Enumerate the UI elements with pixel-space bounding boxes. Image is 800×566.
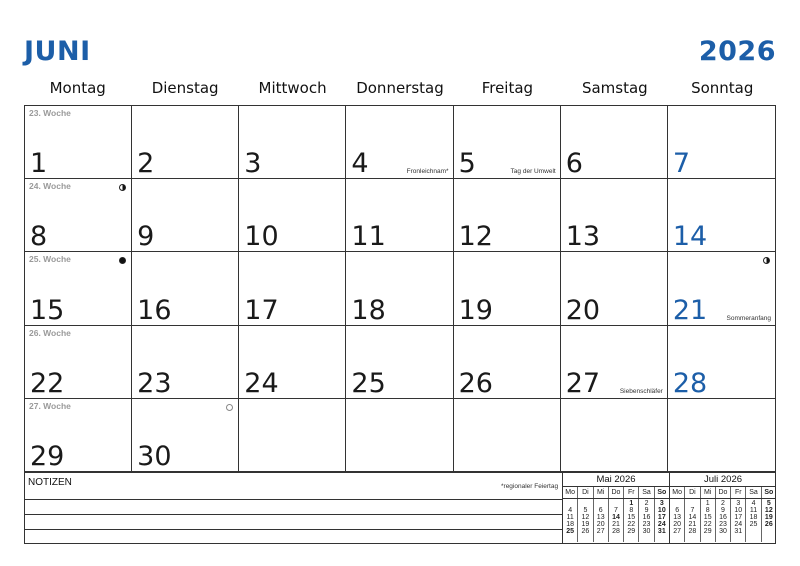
day-cell (561, 399, 668, 472)
day-cell (346, 106, 453, 179)
day-number: 21 (672, 294, 708, 326)
mini-day: 10 (657, 507, 666, 514)
mini-day: 26 (764, 521, 773, 528)
month-title: JUNI (24, 36, 91, 67)
mini-day: 30 (642, 528, 651, 535)
mini-day (762, 528, 776, 535)
mini-day: 14 (688, 514, 697, 521)
day-cell (25, 179, 132, 252)
mini-weekday-label: Mi (594, 487, 609, 498)
mini-day: 31 (734, 528, 743, 535)
day-number: 9 (137, 221, 155, 253)
mini-day: 6 (598, 507, 603, 514)
day-cell (132, 399, 239, 472)
day-number: 8 (30, 221, 48, 253)
mini-calendar-column (578, 499, 593, 542)
mini-calendar-column (701, 499, 716, 542)
weekday-sunday: Sonntag (691, 79, 754, 97)
new-moon-icon (119, 257, 126, 264)
day-cell (132, 179, 239, 252)
day-number: 20 (565, 294, 601, 326)
mini-day: 5 (766, 500, 771, 507)
day-cell (454, 252, 561, 325)
day-cell (239, 326, 346, 399)
mini-day: 8 (705, 507, 710, 514)
mini-day: 15 (627, 514, 636, 521)
half-moon-icon (763, 257, 770, 264)
mini-weekday-label: Fr (731, 487, 746, 498)
mini-day: 3 (659, 500, 664, 507)
mini-weekday-label: Do (609, 487, 624, 498)
day-number: 19 (458, 294, 493, 326)
day-number: 26 (458, 367, 493, 399)
day-number: 28 (672, 367, 708, 399)
day-number: 6 (565, 148, 583, 180)
mini-day: 12 (581, 514, 590, 521)
mini-weekday-label: Sa (639, 487, 654, 498)
day-number: 25 (351, 367, 386, 399)
mini-day: 3 (736, 500, 741, 507)
mini-day: 4 (751, 500, 756, 507)
regional-holiday-note: *regionaler Feiertag (501, 483, 559, 490)
day-cell (25, 106, 132, 179)
mini-day: 5 (583, 507, 588, 514)
weekday-thursday: Donnerstag (356, 79, 444, 97)
day-cell (561, 252, 668, 325)
day-number: 29 (30, 440, 65, 472)
mini-weekday-label: So (764, 489, 774, 496)
mini-day: 23 (719, 521, 727, 528)
holiday-label: Fronleichnam* (406, 168, 449, 176)
week-number-label: 27. Woche (29, 400, 71, 411)
mini-day: 4 (568, 507, 573, 514)
mini-day: 2 (644, 500, 649, 507)
full-moon-icon (226, 404, 233, 411)
weekday-friday: Freitag (481, 79, 534, 97)
mini-day: 6 (675, 507, 680, 514)
mini-day: 9 (644, 507, 649, 514)
mini-day: 16 (719, 514, 727, 521)
day-cell (132, 252, 239, 325)
day-number: 30 (137, 440, 172, 472)
mini-calendar-weekday-row (563, 487, 669, 499)
holiday-label: Sommeranfang (726, 314, 771, 322)
mini-day: 21 (688, 521, 697, 528)
mini-day: 24 (657, 521, 666, 528)
mini-day: 27 (596, 528, 605, 535)
mini-day: 15 (703, 514, 712, 521)
mini-day: 7 (614, 507, 618, 514)
mini-day: 25 (566, 528, 575, 535)
mini-day: 13 (596, 514, 605, 521)
mini-day: 21 (612, 521, 620, 528)
mini-calendar-column (624, 499, 639, 542)
day-number: 12 (458, 221, 493, 253)
day-cell (132, 106, 239, 179)
day-cell (239, 179, 346, 252)
mini-day (563, 500, 577, 507)
mini-day: 14 (612, 514, 620, 521)
mini-weekday-label: So (657, 489, 667, 496)
half-moon-icon (119, 184, 126, 191)
mini-day: 17 (734, 514, 743, 521)
weekday-monday: Montag (49, 79, 106, 97)
weekday-saturday: Samstag (581, 79, 648, 97)
mini-day: 18 (749, 514, 758, 521)
mini-day: 22 (627, 521, 636, 528)
mini-calendar-may (562, 473, 669, 543)
day-cell (668, 252, 775, 325)
day-number: 11 (351, 221, 386, 253)
mini-day (594, 500, 608, 507)
mini-day: 29 (703, 528, 712, 535)
mini-day: 18 (566, 521, 575, 528)
day-number: 27 (565, 367, 601, 399)
day-cell (239, 252, 346, 325)
week-number-label: 26. Woche (29, 327, 71, 338)
notes-section (24, 472, 776, 544)
mini-day (670, 500, 684, 507)
day-cell (454, 106, 561, 179)
day-number: 10 (244, 221, 279, 253)
mini-day (609, 500, 623, 507)
mini-day: 28 (612, 528, 620, 535)
mini-day: 23 (642, 521, 651, 528)
day-cell (346, 179, 453, 252)
mini-day: 2 (721, 500, 725, 507)
day-cell (561, 326, 668, 399)
weekday-header-row (24, 79, 776, 105)
holiday-label: Siebenschläfer (619, 387, 663, 395)
mini-day: 30 (719, 528, 727, 535)
day-cell (668, 106, 775, 179)
mini-day (578, 500, 592, 507)
day-cell (25, 399, 132, 472)
day-number: 1 (30, 148, 48, 180)
mini-day: 22 (703, 521, 712, 528)
mini-calendar-column (609, 499, 624, 542)
mini-day: 1 (705, 500, 710, 507)
note-line (25, 514, 562, 515)
mini-day: 26 (581, 528, 590, 535)
mini-day: 20 (596, 521, 605, 528)
day-cell (239, 106, 346, 179)
mini-day (746, 528, 760, 535)
mini-calendar-july (669, 473, 776, 543)
day-number: 7 (672, 148, 691, 180)
mini-calendar-column (716, 499, 731, 542)
mini-calendar-column (685, 499, 700, 542)
week-number-label: 23. Woche (29, 108, 71, 118)
day-number: 2 (137, 148, 155, 180)
mini-calendar-column (731, 499, 746, 542)
mini-day: 28 (688, 528, 697, 535)
mini-day: 29 (627, 528, 636, 535)
note-line (25, 529, 562, 530)
day-cell (25, 326, 132, 399)
day-cell (454, 399, 561, 472)
day-number: 22 (30, 367, 65, 399)
day-cell (668, 179, 775, 252)
day-number: 23 (137, 367, 172, 399)
day-cell (668, 399, 775, 472)
mini-calendar-column (670, 499, 685, 542)
day-cell (668, 326, 775, 399)
day-cell (561, 179, 668, 252)
day-cell (25, 252, 132, 325)
holiday-label: Tag der Umwelt (510, 168, 556, 176)
mini-day (685, 500, 699, 507)
mini-day: 19 (764, 514, 773, 521)
mini-weekday-label: Mo (670, 487, 685, 498)
day-cell (561, 106, 668, 179)
mini-calendar-column (746, 499, 761, 542)
mini-calendar-title: Juli 2026 (670, 473, 776, 487)
weekday-wednesday: Mittwoch (258, 79, 327, 97)
mini-weekday-label: Di (578, 487, 593, 498)
mini-day: 8 (629, 507, 634, 514)
mini-weekday-label: Do (716, 487, 731, 498)
day-number: 15 (30, 294, 65, 326)
mini-calendar-column (762, 499, 776, 542)
mini-weekday-label: Mo (563, 487, 578, 498)
mini-calendar-title: Mai 2026 (563, 473, 669, 487)
mini-day: 25 (749, 521, 758, 528)
day-cell (132, 326, 239, 399)
day-cell (454, 179, 561, 252)
day-number: 5 (458, 148, 476, 180)
mini-weekday-label: Fr (624, 487, 639, 498)
mini-day: 1 (629, 500, 634, 507)
day-number: 13 (565, 221, 601, 253)
mini-day: 11 (749, 507, 758, 514)
mini-day: 13 (673, 514, 682, 521)
day-number: 18 (351, 294, 386, 326)
day-number: 14 (672, 221, 708, 253)
day-number: 24 (244, 367, 279, 399)
mini-day: 16 (642, 514, 651, 521)
day-cell (346, 252, 453, 325)
day-number: 16 (137, 294, 172, 326)
mini-day: 19 (581, 521, 590, 528)
mini-calendar-column (655, 499, 669, 542)
mini-calendar-weekday-row (670, 487, 776, 499)
day-cell (239, 399, 346, 472)
notes-label: NOTIZEN (28, 477, 72, 488)
day-number: 4 (351, 148, 369, 180)
day-cell (454, 326, 561, 399)
note-line (25, 499, 562, 500)
day-cell (346, 326, 453, 399)
week-number-label: 25. Woche (29, 254, 71, 265)
mini-weekday-label: Mi (701, 487, 716, 498)
weekday-tuesday: Dienstag (151, 79, 219, 97)
mini-day: 17 (657, 514, 666, 521)
mini-weekday-label: Di (685, 487, 700, 498)
mini-day: 20 (673, 521, 682, 528)
mini-day: 24 (734, 521, 743, 528)
month-grid (24, 105, 776, 472)
mini-calendar-column (639, 499, 654, 542)
mini-calendar-column (563, 499, 578, 542)
mini-day: 10 (734, 507, 743, 514)
mini-day: 9 (721, 507, 725, 514)
mini-day: 7 (690, 507, 695, 514)
mini-day: 12 (764, 507, 773, 514)
day-number: 3 (244, 148, 262, 180)
mini-weekday-label: Sa (746, 487, 761, 498)
mini-day: 31 (657, 528, 666, 535)
mini-calendar-column (594, 499, 609, 542)
day-cell (346, 399, 453, 472)
mini-day: 27 (673, 528, 682, 535)
year-title: 2026 (698, 36, 776, 67)
day-number: 17 (244, 294, 279, 326)
week-number-label: 24. Woche (29, 181, 71, 192)
mini-day: 11 (566, 514, 574, 521)
